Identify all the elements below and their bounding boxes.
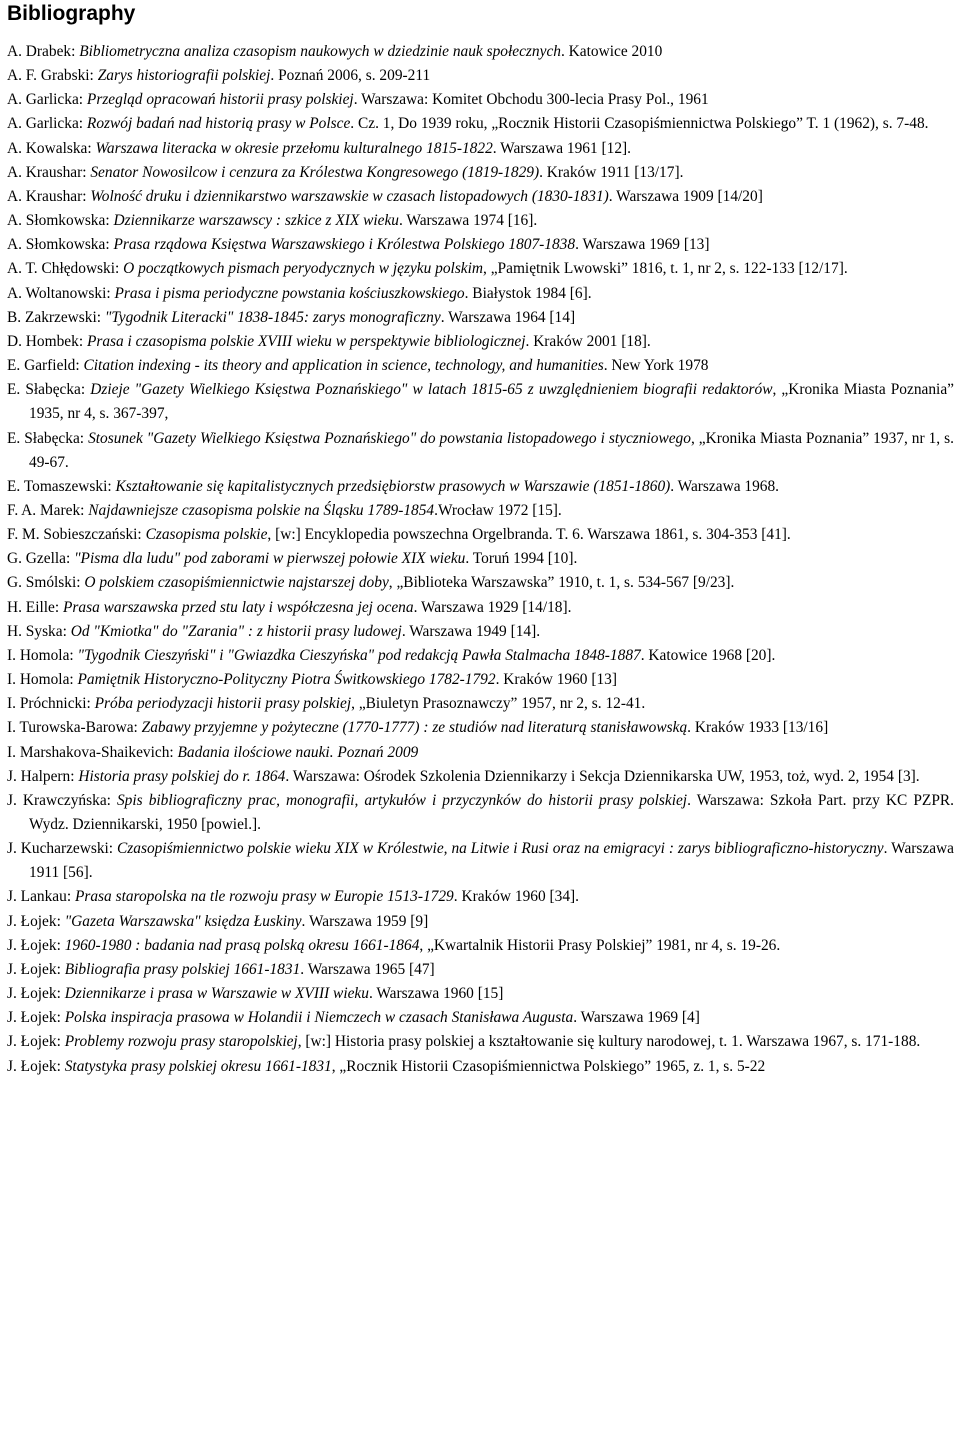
bibliography-entry [7, 741, 954, 765]
entry-author: J. Łojek: [7, 1009, 65, 1027]
entry-details: . Warszawa 1968. [670, 477, 780, 495]
bibliography-entry [7, 257, 954, 281]
entry-author: A. Garlicka: [7, 91, 87, 109]
bibliography-entry [7, 668, 954, 692]
entry-title: Problemy rozwoju prasy staropolskiej [64, 1033, 298, 1051]
bibliography-list [7, 40, 954, 1079]
entry-author: A. Kraushar: [7, 187, 91, 205]
bibliography-entry [7, 644, 954, 668]
entry-author: A. Słomkowska: [7, 236, 114, 254]
entry-author: G. Smólski: [7, 574, 85, 592]
entry-title: Dziennikarze warszawscy : szkice z XIX wieku [113, 212, 399, 230]
entry-details: . Kraków 1933 [13/16] [687, 719, 829, 737]
bibliography-entry [7, 1055, 954, 1079]
entry-author: A. F. Grabski: [7, 67, 98, 85]
entry-author: I. Próchnicki: [7, 695, 95, 713]
bibliography-entry [7, 982, 954, 1006]
entry-title: Stosunek "Gazety Wielkiego Księstwa Poznańskiego" do powstania listopadowego i styczniowego [88, 429, 691, 447]
entry-author: I. Marshakova-Shaikevich: [7, 743, 178, 761]
entry-details: . Warszawa 1974 [16]. [399, 212, 538, 230]
entry-details: . Warszawa 1969 [4] [573, 1009, 700, 1027]
entry-title: Spis bibliograficzny prac, monografii, artykułów i przyczynków do historii prasy polskiej [116, 791, 688, 809]
entry-author: J. Halpern: [7, 767, 79, 785]
bibliography-entry [7, 934, 954, 958]
entry-author: J. Łojek: [7, 1033, 65, 1051]
entry-title: Zabawy przyjemne y pożyteczne (1770-1777) : ze studiów nad literaturą stanisławowską [141, 719, 688, 737]
entry-title: Bibliometryczna analiza czasopism naukowych w dziedzinie nauk społecznych [79, 43, 561, 60]
entry-details: , „Pamiętnik Lwowski” 1816, t. 1, nr 2, s. 122-133 [12/17]. [483, 260, 848, 278]
entry-author: A. Drabek: [7, 43, 80, 60]
bibliography-entry [7, 596, 954, 620]
entry-author: B. Zakrzewski: [7, 308, 105, 326]
entry-details: . Białystok 1984 [6]. [464, 284, 592, 302]
entry-details: . New York 1978 [603, 357, 709, 375]
entry-details: . Katowice 1968 [20]. [640, 646, 776, 664]
entry-author: A. Kowalska: [7, 139, 96, 157]
entry-title: Przegląd opracowań historii prasy polskiej [86, 91, 354, 109]
entry-details: . Warszawa 1959 [9] [301, 912, 429, 930]
entry-title: Bibliografia prasy polskiej 1661-1831 [64, 960, 301, 978]
bibliography-entry [7, 789, 954, 837]
entry-details: , „Kronika Miasta Poznania” 1935, nr 4, s. 367-397, [29, 381, 954, 423]
entry-details: . Warszawa 1960 [15] [368, 985, 504, 1003]
entry-title: Wolność druku i dziennikarstwo warszawskie w czasach listopadowych (1830-1831) [90, 187, 609, 205]
bibliography-entry [7, 1030, 954, 1054]
entry-author: A. Kraushar: [7, 163, 91, 181]
bibliography-entry [7, 40, 954, 64]
bibliography-entry [7, 137, 954, 161]
entry-author: H. Syska: [7, 622, 71, 640]
entry-author: J. Łojek: [7, 912, 65, 930]
entry-details: . Toruń 1994 [10]. [465, 550, 578, 568]
entry-details: . Poznań 2006, s. 209-211 [270, 67, 431, 85]
entry-author: I. Homola: [7, 646, 78, 664]
entry-title: Prasa i czasopisma polskie XVIII wieku w perspektywie bibliologicznej [86, 332, 526, 350]
entry-title: "Tygodnik Literacki" 1838-1845: zarys monograficzny [104, 308, 441, 326]
entry-details: . Warszawa 1961 [12]. [492, 139, 631, 157]
bibliography-entry [7, 209, 954, 233]
entry-title: "Tygodnik Cieszyński" i "Gwiazdka Cieszyńska" pod redakcją Pawła Stalmacha 1848-1887 [77, 646, 641, 664]
entry-details: . Kraków 1960 [34]. [453, 888, 580, 906]
entry-details: , „Biuletyn Prasoznawczy” 1957, nr 2, s. 12-41. [351, 695, 646, 713]
entry-title: Czasopisma polskie [145, 526, 268, 544]
bibliography-entry [7, 161, 954, 185]
entry-title: Prasa staropolska na tle rozwoju prasy w Europie 1513-1729 [74, 888, 454, 906]
entry-details: , „Kronika Miasta Poznania” 1937, nr 1, s. 49-67. [29, 429, 954, 471]
entry-details: . Warszawa 1969 [13] [575, 236, 710, 254]
bibliography-entry [7, 910, 954, 934]
entry-author: H. Eille: [7, 598, 63, 616]
bibliography-entry [7, 378, 954, 426]
entry-title: Historia prasy polskiej do r. 1864 [78, 767, 286, 785]
entry-author: E. Tomaszewski: [7, 477, 116, 495]
entry-title: 1960-1980 : badania nad prasą polską okresu 1661-1864 [64, 936, 420, 954]
entry-author: J. Krawczyńska: [7, 791, 117, 809]
entry-author: J. Kucharzewski: [7, 840, 118, 858]
bibliography-entry [7, 306, 954, 330]
entry-details: , „Biblioteka Warszawska” 1910, t. 1, s. 534-567 [9/23]. [388, 574, 735, 592]
entry-details: . Warszawa: Ośrodek Szkolenia Dziennikarzy i Sekcja Dziennikarska UW, 1953, toż, wyd. 2, 1954 [3]. [285, 767, 920, 785]
entry-author: F. M. Sobieszczański: [7, 526, 146, 544]
entry-title: "Pisma dla ludu" pod zaborami w pierwszej połowie XIX wieku [74, 550, 466, 568]
entry-author: G. Gzella: [7, 550, 75, 568]
bibliography-entry [7, 692, 954, 716]
entry-title: O polskiem czasopiśmiennictwie najstarszej doby [84, 574, 389, 592]
entry-title: Kształtowanie się kapitalistycznych przedsiębiorstw prasowych w Warszawie (1851-1860) [115, 477, 671, 495]
entry-details: . Warszawa 1964 [14] [440, 308, 576, 326]
entry-author: I. Turowska-Barowa: [7, 719, 142, 737]
entry-title: "Gazeta Warszawska" księdza Łuskiny [64, 912, 302, 930]
entry-details: . Warszawa 1909 [14/20] [608, 187, 763, 205]
entry-author: A. T. Chłędowski: [7, 260, 124, 278]
bibliography-entry [7, 1006, 954, 1030]
bibliography-entry [7, 282, 954, 306]
entry-details: . Kraków 2001 [18]. [525, 332, 651, 350]
bibliography-entry [7, 330, 954, 354]
bibliography-entry [7, 571, 954, 595]
bibliography-entry [7, 547, 954, 571]
entry-details: . Warszawa 1965 [47] [300, 960, 435, 978]
bibliography-entry [7, 958, 954, 982]
entry-details: . Warszawa 1911 [56]. [29, 840, 954, 882]
bibliography-entry [7, 88, 954, 112]
entry-details: . Warszawa: Komitet Obchodu 300-lecia Prasy Pol., 1961 [353, 91, 709, 109]
bibliography-entry [7, 354, 954, 378]
entry-author: J. Łojek: [7, 985, 65, 1003]
entry-title: Pamiętnik Historyczno-Polityczny Piotra Świtkowskiego 1782-1792 [77, 671, 496, 689]
entry-author: J. Lankau: [7, 888, 75, 906]
entry-details: , [w:] Encyklopedia powszechna Orgelbranda. T. 6. Warszawa 1861, s. 304-353 [41]. [267, 526, 791, 544]
bibliography-entry [7, 427, 954, 475]
bibliography-entry [7, 64, 954, 88]
entry-details: . Warszawa: Szkoła Part. przy KC PZPR. Wydz. Dziennikarski, 1950 [powiel.]. [29, 791, 954, 833]
entry-title: Od "Kmiotka" do "Zarania" : z historii prasy ludowej [70, 622, 402, 640]
bibliography-entry [7, 620, 954, 644]
entry-title: Próba periodyzacji historii prasy polskiej [94, 695, 352, 713]
entry-title: Citation indexing - its theory and application in science, technology, and humanities [83, 357, 604, 375]
entry-title: Najdawniejsze czasopisma polskie na Śląsku 1789-1854 [88, 501, 435, 519]
bibliography-entry [7, 885, 954, 909]
entry-author: J. Łojek: [7, 936, 65, 954]
entry-author: D. Hombek: [7, 332, 87, 350]
entry-title: Senator Nowosilcow i cenzura za Królestwa Kongresowego (1819-1829) [90, 163, 540, 181]
entry-details: , „Kwartalnik Historii Prasy Polskiej” 1981, nr 4, s. 19-26. [419, 936, 781, 954]
entry-details: . Warszawa 1949 [14]. [401, 622, 541, 640]
bibliography-entry [7, 233, 954, 257]
bibliography-entry [7, 837, 954, 885]
entry-details: . Warszawa 1929 [14/18]. [413, 598, 572, 616]
entry-title: Czasopiśmiennictwo polskie wieku XIX w Królestwie, na Litwie i Rusi oraz na emigracyi : zarys bibliograficzno-historyczny [117, 840, 884, 858]
entry-author: I. Homola: [7, 671, 78, 689]
entry-title: Prasa rządowa Księstwa Warszawskiego i Królestwa Polskiego 1807-1838 [113, 236, 576, 254]
entry-author: A. Garlicka: [7, 115, 87, 133]
entry-details: . Kraków 1911 [13/17]. [539, 163, 684, 181]
bibliography-entry [7, 185, 954, 209]
entry-title: Warszawa literacka w okresie przełomu kulturalnego 1815-1822 [95, 139, 493, 157]
entry-title: Zarys historiografii polskiej [97, 67, 271, 85]
entry-author: E. Słabęcka: [7, 429, 89, 447]
entry-title: Dzieje "Gazety Wielkiego Księstwa Poznańskiego" w latach 1815-65 z uwzględnieniem biografii redaktorów [90, 381, 773, 399]
entry-title: Prasa i pisma periodyczne powstania kościuszkowskiego [114, 284, 465, 302]
entry-title: Badania ilościowe nauki. Poznań 2009 [177, 743, 419, 761]
entry-author: F. A. Marek: [7, 501, 89, 519]
entry-title: Rozwój badań nad historią prasy w Polsce [86, 115, 351, 133]
bibliography-entry [7, 499, 954, 523]
entry-details: . Katowice 2010 [560, 43, 663, 60]
entry-title: Polska inspiracja prasowa w Holandii i Niemczech w czasach Stanisława Augusta [64, 1009, 574, 1027]
entry-details: .Wrocław 1972 [15]. [434, 501, 562, 519]
entry-title: Statystyka prasy polskiej okresu 1661-1831 [64, 1057, 332, 1075]
entry-author: A. Słomkowska: [7, 212, 114, 230]
entry-author: J. Łojek: [7, 960, 65, 978]
entry-author: J. Łojek: [7, 1057, 65, 1075]
entry-details: . Kraków 1960 [13] [495, 671, 617, 689]
entry-details: . Cz. 1, Do 1939 roku, „Rocznik Historii Czasopiśmiennictwa Polskiego” T. 1 (1962), s. 7-48. [350, 115, 929, 133]
bibliography-entry [7, 523, 954, 547]
entry-details: , [w:] Historia prasy polskiej a kształtowanie się kultury narodowej, t. 1. Warszawa 1967, s. 171-188. [297, 1033, 921, 1051]
bibliography-entry [7, 716, 954, 740]
entry-author: E. Garfield: [7, 357, 84, 375]
entry-details: , „Rocznik Historii Czasopiśmiennictwa Polskiego” 1965, z. 1, s. 5-22 [331, 1057, 766, 1075]
bibliography-entry [7, 112, 954, 136]
entry-title: Dziennikarze i prasa w Warszawie w XVIII wieku [64, 985, 369, 1003]
page-title: Bibliography [7, 2, 136, 25]
bibliography-entry [7, 765, 954, 789]
entry-title: O początkowych pismach peryodycznych w języku polskim [123, 260, 484, 278]
entry-author: E. Słabęcka: [7, 381, 91, 399]
entry-author: A. Woltanowski: [7, 284, 115, 302]
bibliography-entry [7, 475, 954, 499]
entry-title: Prasa warszawska przed stu laty i współczesna jej ocena [63, 598, 414, 616]
